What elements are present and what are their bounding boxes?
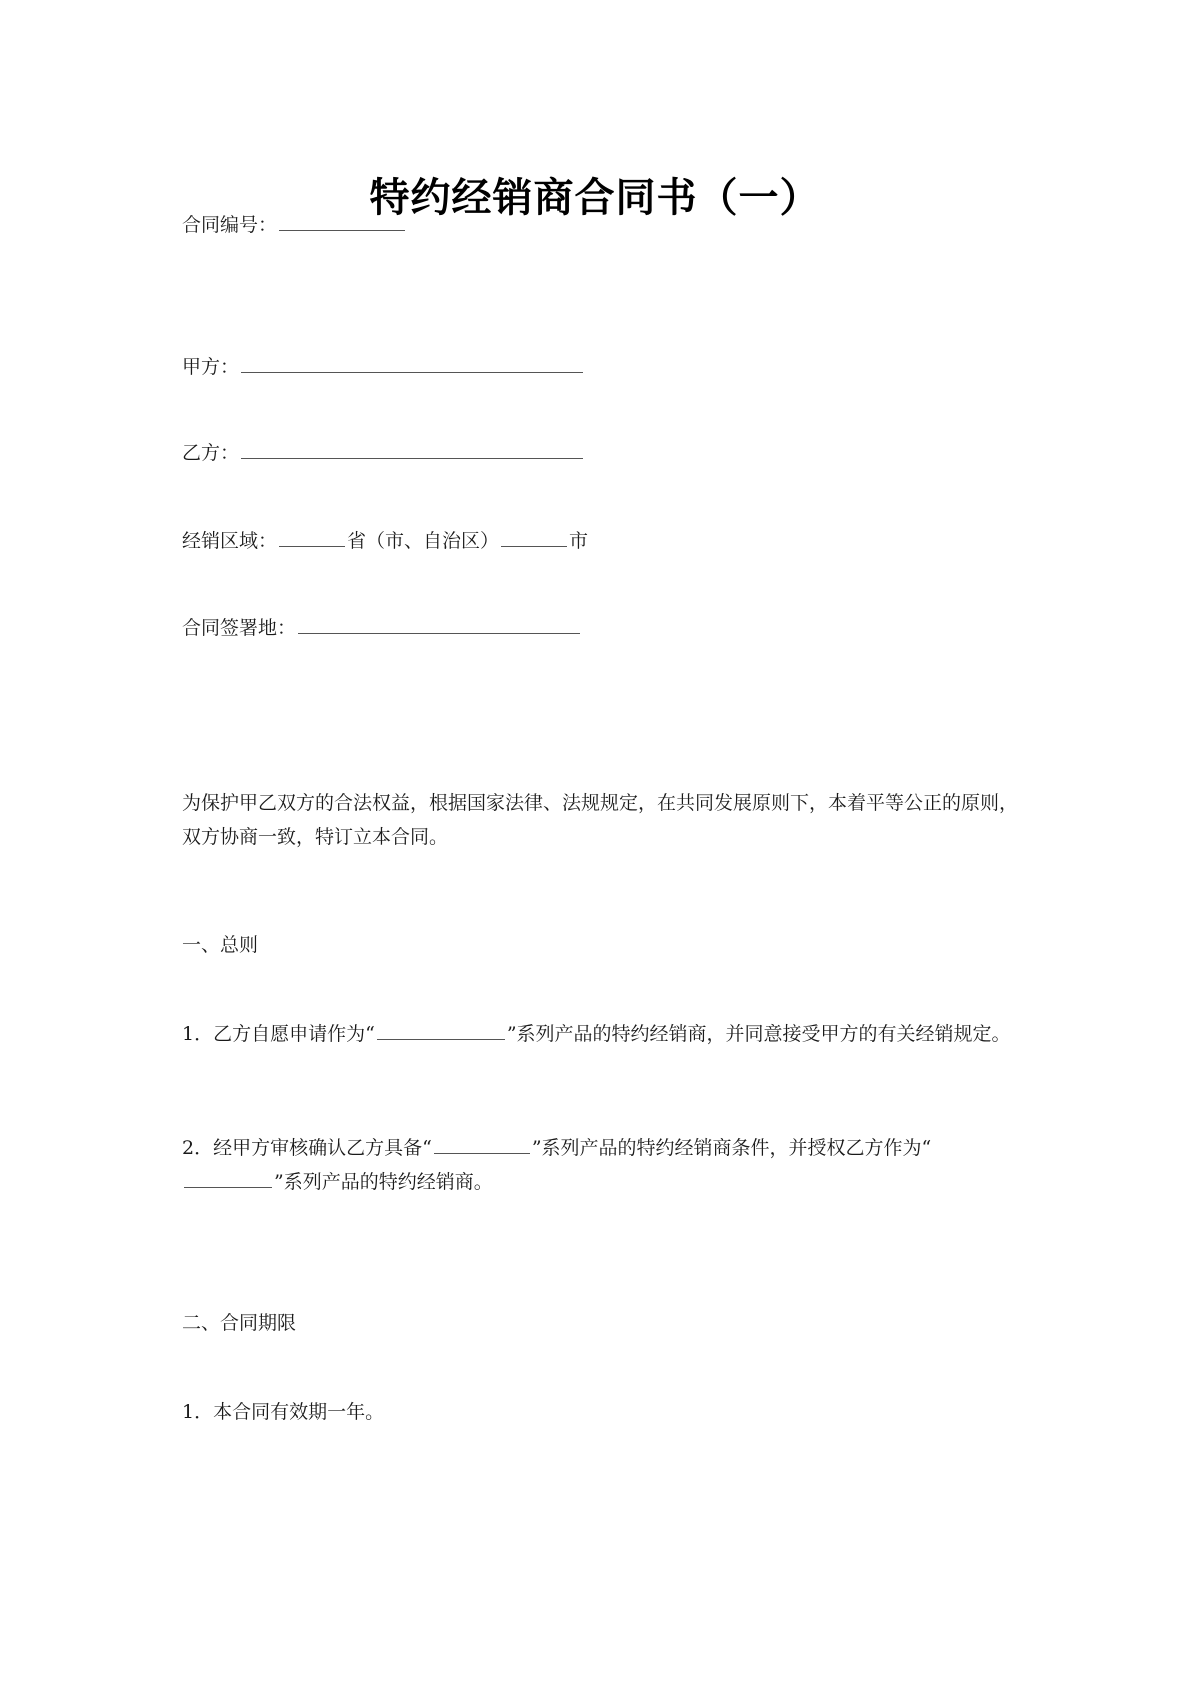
party-a-line — [182, 350, 585, 384]
section-heading-general: 一、总则 — [182, 934, 259, 956]
region-city-blank — [501, 524, 567, 547]
document-title: 特约经销商合同书（一） — [369, 175, 821, 221]
region-city-text: 市 — [569, 530, 589, 552]
contract-number-label: 合同编号： — [182, 214, 278, 236]
clause-1-1 — [182, 1017, 1022, 1051]
contract-number-blank — [279, 208, 405, 231]
clause-1-2-suffix: ”系列产品的特约经销商。 — [274, 1171, 493, 1193]
region-label: 经销区域： — [182, 530, 278, 552]
party-a-label: 甲方： — [182, 356, 240, 378]
clause-1-2-prefix: 2．经甲方审核确认乙方具备“ — [182, 1137, 432, 1159]
product-series-blank-3 — [184, 1165, 272, 1188]
clause-2-1: 1．本合同有效期一年。 — [182, 1401, 385, 1423]
signing-place-label: 合同签署地： — [182, 617, 297, 639]
party-b-blank — [241, 436, 583, 459]
clause-1-1-suffix: ”系列产品的特约经销商，并同意接受甲方的有关经销规定。 — [506, 1023, 1011, 1045]
product-series-blank-1 — [377, 1017, 505, 1040]
preamble-paragraph: 为保护甲乙双方的合法权益，根据国家法律、法规规定，在共同发展原则下，本着平等公正的原则，双方协商一致，特订立本合同。 — [182, 792, 1019, 848]
clause-1-2-middle: ”系列产品的特约经销商条件，并授权乙方作为“ — [531, 1137, 932, 1159]
signing-place-blank — [298, 611, 580, 634]
clause-1-2 — [182, 1131, 1022, 1199]
contract-number-line — [182, 208, 407, 242]
region-line — [182, 524, 588, 558]
region-province-text: 省（市、自治区） — [347, 530, 500, 552]
party-a-blank — [241, 350, 583, 373]
section-heading-term: 二、合同期限 — [182, 1312, 297, 1334]
party-b-label: 乙方： — [182, 442, 240, 464]
clause-1-1-prefix: 1．乙方自愿申请作为“ — [182, 1023, 375, 1045]
product-series-blank-2 — [434, 1131, 530, 1154]
party-b-line — [182, 436, 585, 470]
region-province-blank — [279, 524, 345, 547]
signing-place-line — [182, 611, 582, 645]
